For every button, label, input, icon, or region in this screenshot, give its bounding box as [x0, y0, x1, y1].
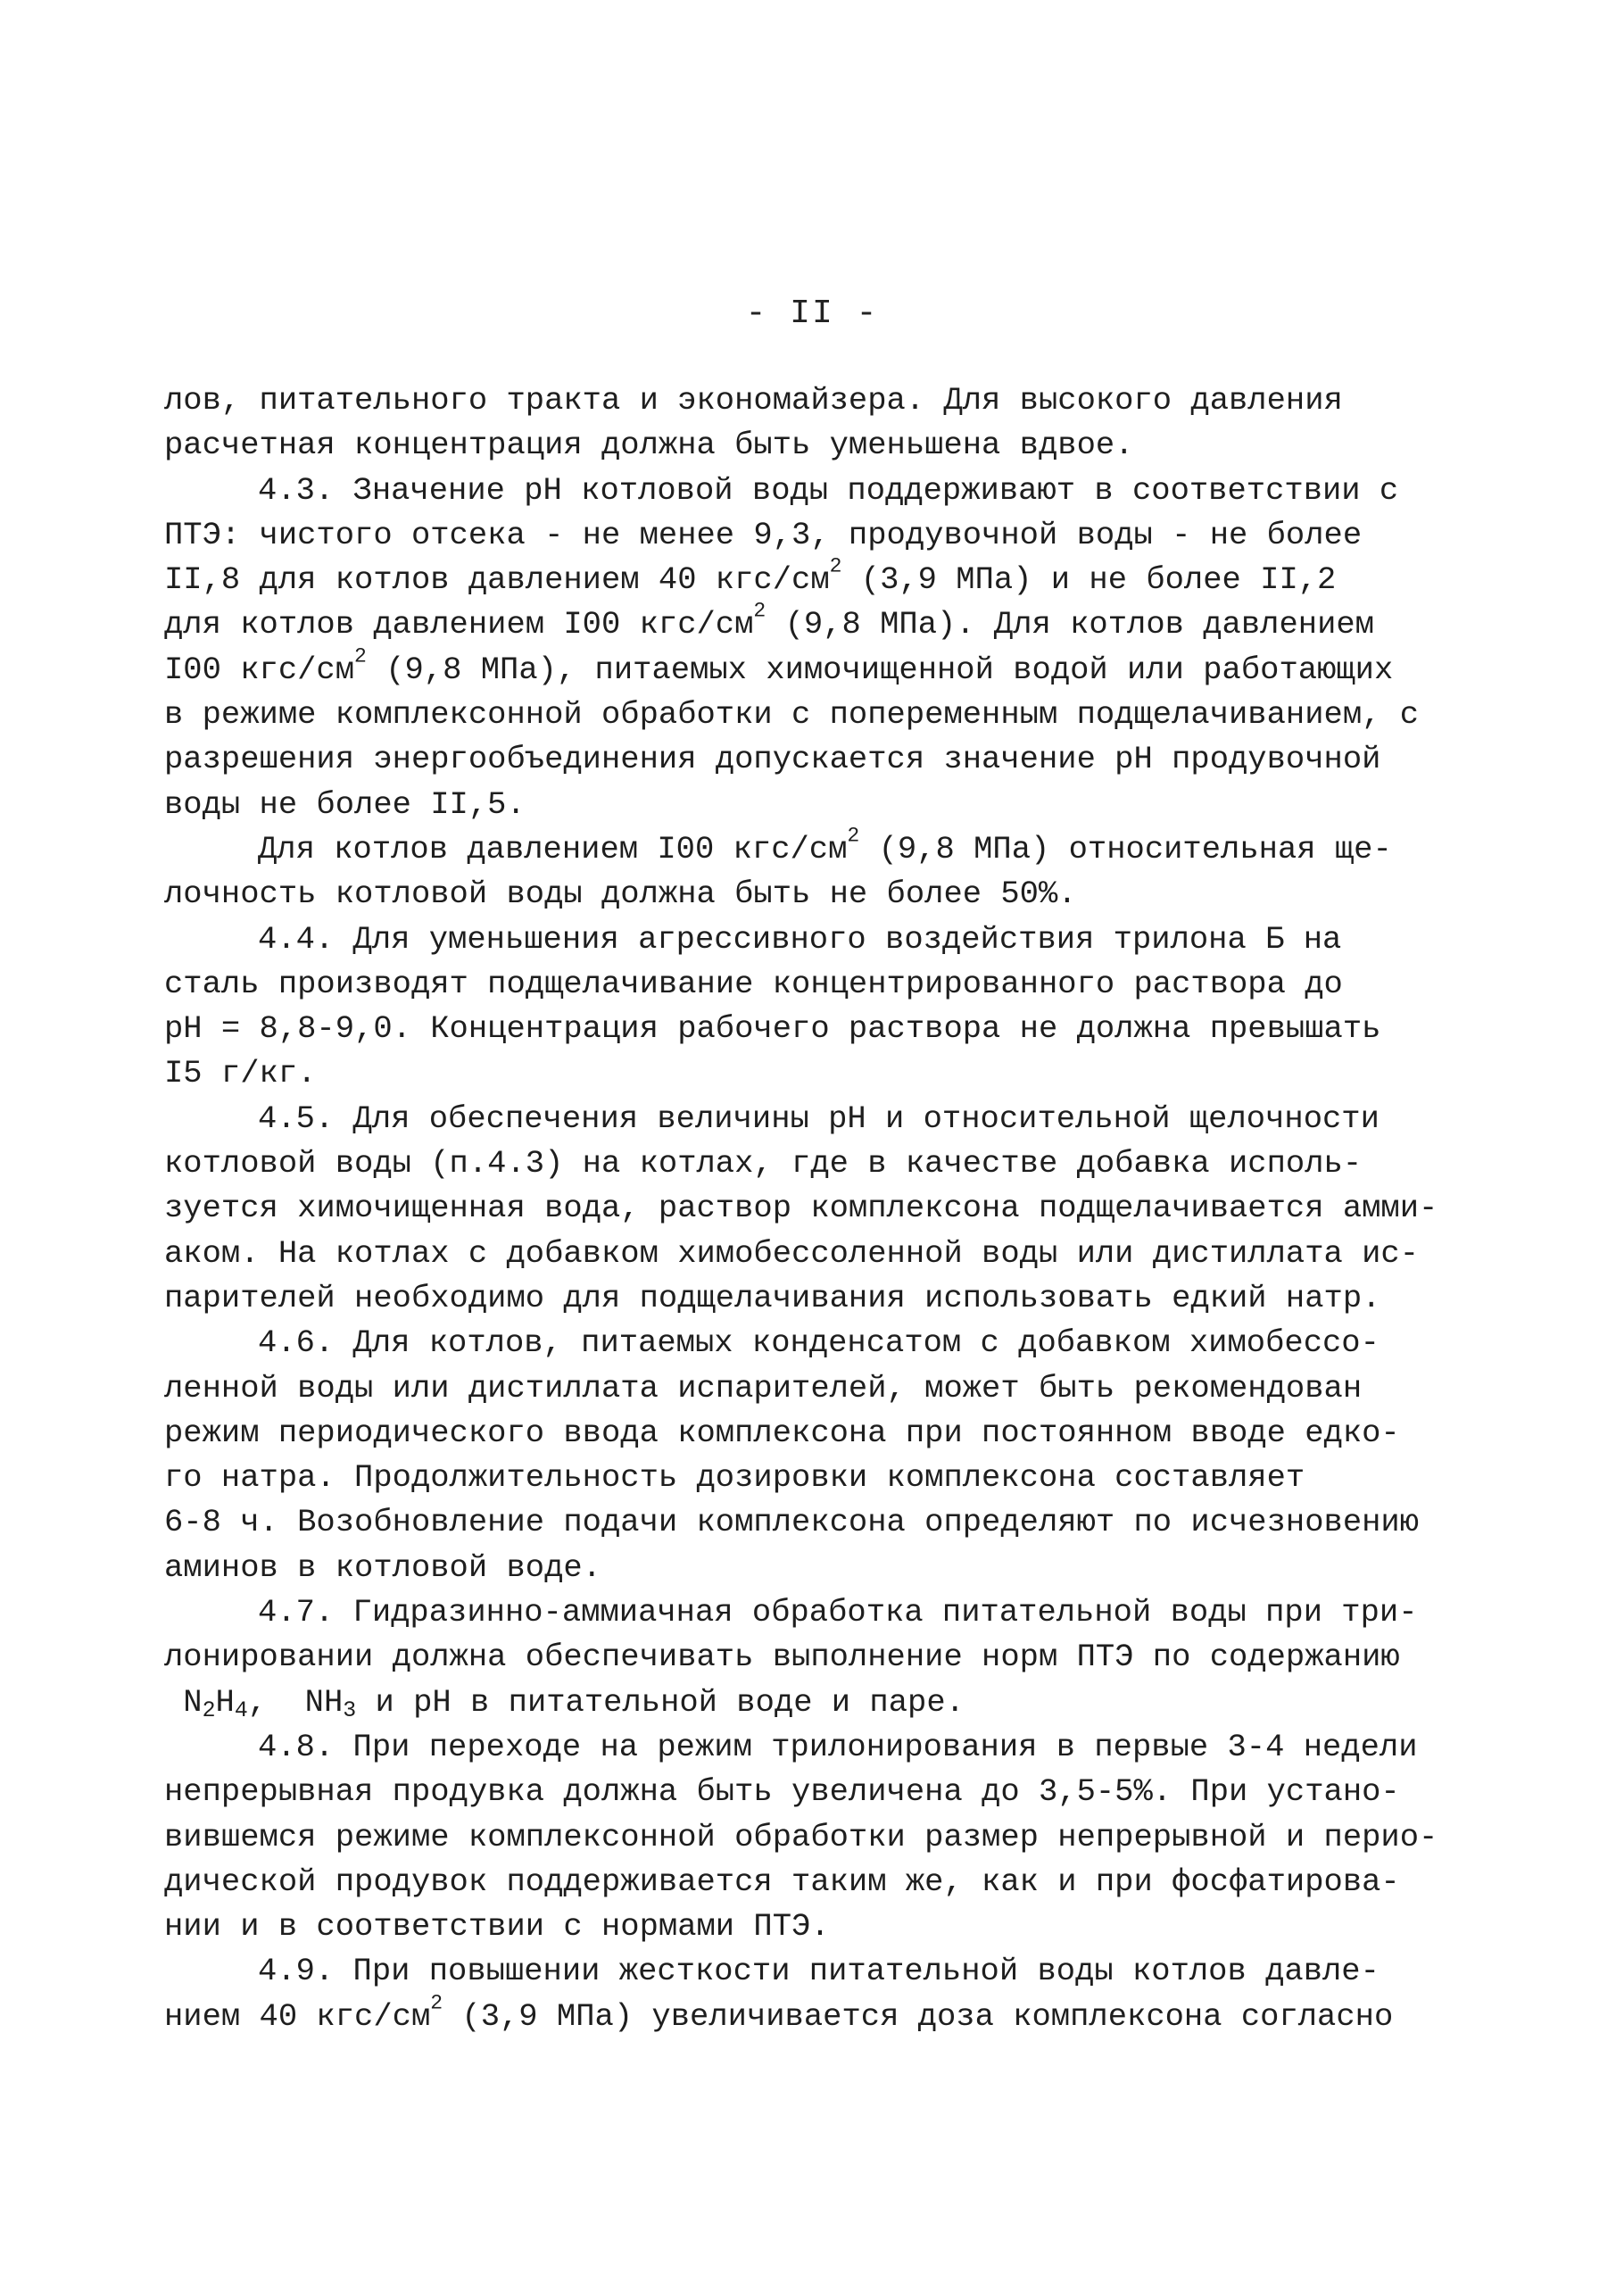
- text-line: [164, 872, 1413, 917]
- text-run: дической продувок поддерживается таким же, как и при фосфатирова-: [164, 1863, 1400, 1900]
- text-line: [164, 1590, 1418, 1635]
- text-run: ПТЭ: чистого отсека - не менее 9,3, продувочной воды - не более: [164, 516, 1363, 553]
- text-line: [164, 1232, 1420, 1276]
- superscript: 2: [829, 554, 842, 578]
- text-line: [164, 469, 1413, 513]
- text-line: [164, 602, 1413, 647]
- text-line: [164, 783, 1413, 827]
- text-run: парителей необходимо для подщелачивания использовать едкий натр.: [164, 1279, 1381, 1316]
- text-line: [164, 962, 1413, 1007]
- text-run: котловой воды (п.4.3) на котлах, где в качестве добавка исполь-: [164, 1145, 1363, 1182]
- text-line: [164, 1635, 1413, 1680]
- text-run: , NH: [247, 1683, 344, 1721]
- text-line: [164, 1725, 1418, 1770]
- text-run: лонировании должна обеспечивать выполнение норм ПТЭ по содержанию: [164, 1639, 1400, 1676]
- text-line: [164, 1546, 1413, 1590]
- subscript: 4: [234, 1697, 248, 1723]
- text-run: 4.7. Гидразинно-аммиачная обработка питательной воды при три-: [258, 1594, 1418, 1631]
- text-run: ленной воды или дистиллата испарителей, может быть рекомендован: [164, 1369, 1363, 1407]
- text-run: Для котлов давлением I00 кгс/см: [258, 830, 848, 867]
- superscript: 2: [753, 600, 766, 624]
- text-line: [164, 1366, 1413, 1411]
- text-run: нии и в соответствии с нормами ПТЭ.: [164, 1908, 830, 1946]
- text-run: N: [164, 1683, 203, 1721]
- text-run: рН = 8,8-9,0. Концентрация рабочего раствора не должна превышать: [164, 1010, 1381, 1048]
- superscript: 2: [847, 824, 860, 848]
- text-run: режим периодического ввода комплексона при постоянном вводе едко-: [164, 1414, 1400, 1451]
- text-run: 4.6. Для котлов, питаемых конденсатом с добавком химобессо-: [258, 1324, 1380, 1362]
- text-line: [164, 1991, 1413, 2039]
- text-line: [164, 1141, 1413, 1186]
- text-run: лочность котловой воды должна быть не более 50%.: [164, 875, 1077, 913]
- text-run: сталь производят подщелачивание концентрированного раствора до: [164, 965, 1343, 1002]
- text-run: непрерывная продувка должна быть увеличена до 3,5-5%. При устано-: [164, 1773, 1400, 1811]
- text-line: [164, 644, 1413, 693]
- text-line: [164, 693, 1420, 737]
- text-line: [164, 1276, 1413, 1321]
- text-run: воды не более II,5.: [164, 785, 526, 823]
- text-run: 4.5. Для обеспечения величины рН и относительной щелочности: [258, 1100, 1380, 1137]
- subscript: 2: [202, 1697, 216, 1723]
- text-line: [164, 1500, 1420, 1545]
- text-run: в режиме комплексонной обработки с попеременным подщелачиванием, с: [164, 696, 1420, 734]
- text-line: [164, 1051, 1413, 1096]
- text-run: (9,8 МПа) относительная ще-: [859, 830, 1392, 867]
- text-run: лов, питательного тракта и экономайзера. Для высокого давления: [164, 382, 1343, 419]
- text-run: вившемся режиме комплексонной обработки размер непрерывной и перио-: [164, 1818, 1438, 1855]
- text-line: [164, 1411, 1413, 1456]
- text-line: [164, 1097, 1413, 1141]
- superscript: 2: [354, 644, 367, 668]
- text-line: [164, 824, 1413, 872]
- text-line: [164, 554, 1413, 602]
- text-run: аминов в котловой воде.: [164, 1548, 601, 1586]
- text-line: [164, 917, 1413, 962]
- body-text: [164, 378, 1438, 2039]
- text-run: аком. На котлах с добавком химобессоленной воды или дистиллата ис-: [164, 1234, 1420, 1272]
- text-run: 4.4. Для уменьшения агрессивного воздействия трилона Б на: [258, 920, 1342, 958]
- text-run: (3,9 МПа) и не более II,2: [841, 561, 1337, 599]
- text-run: (9,8 МПа), питаемых химочищенной водой или работающих: [366, 651, 1394, 688]
- text-run: 4.3. Значение рН котловой воды поддерживают в соответствии с: [258, 471, 1399, 509]
- text-line: [164, 1456, 1413, 1500]
- text-run: расчетная концентрация должна быть уменьшена вдвое.: [164, 427, 1134, 464]
- subscript: 3: [343, 1697, 357, 1723]
- text-line: [164, 1904, 1413, 1949]
- text-run: 4.9. При повышении жесткости питательной воды котлов давле-: [258, 1953, 1380, 1990]
- text-line: [164, 423, 1413, 468]
- text-line: [164, 513, 1413, 558]
- text-line: [164, 378, 1413, 423]
- text-line: [164, 737, 1413, 782]
- text-run: и рН в питательной воде и паре.: [356, 1683, 965, 1721]
- text-run: го натра. Продолжительность дозировки комплексона составляет: [164, 1459, 1305, 1497]
- text-run: для котлов давлением I00 кгс/см: [164, 606, 754, 643]
- text-run: I5 г/кг.: [164, 1055, 317, 1092]
- text-run: зуется химочищенная вода, раствор комплексона подщелачивается амми-: [164, 1190, 1438, 1227]
- text-line: [164, 1007, 1413, 1051]
- text-run: нием 40 кгс/см: [164, 1997, 431, 2035]
- text-line: [164, 1860, 1413, 1904]
- text-run: разрешения энергообъединения допускается значение рН продувочной: [164, 741, 1381, 778]
- text-run: 6-8 ч. Возобновление подачи комплексона определяют по исчезновению: [164, 1504, 1420, 1541]
- text-run: I00 кгс/см: [164, 651, 355, 688]
- page-number: - II -: [745, 295, 879, 333]
- text-run: H: [215, 1683, 235, 1721]
- text-run: 4.8. При переходе на режим трилонирования в первые 3-4 недели: [258, 1728, 1418, 1765]
- text-line: [164, 1815, 1438, 1860]
- superscript: 2: [430, 1991, 443, 2015]
- text-line: [164, 1321, 1413, 1365]
- text-line: [164, 1680, 1413, 1725]
- text-run: (9,8 МПа). Для котлов давлением: [766, 606, 1374, 643]
- text-run: II,8 для котлов давлением 40 кгс/см: [164, 561, 830, 599]
- text-line: [164, 1186, 1438, 1231]
- text-run: (3,9 МПа) увеличивается доза комплексона согласно: [443, 1997, 1394, 2035]
- text-line: [164, 1770, 1413, 1814]
- text-line: [164, 1949, 1413, 1994]
